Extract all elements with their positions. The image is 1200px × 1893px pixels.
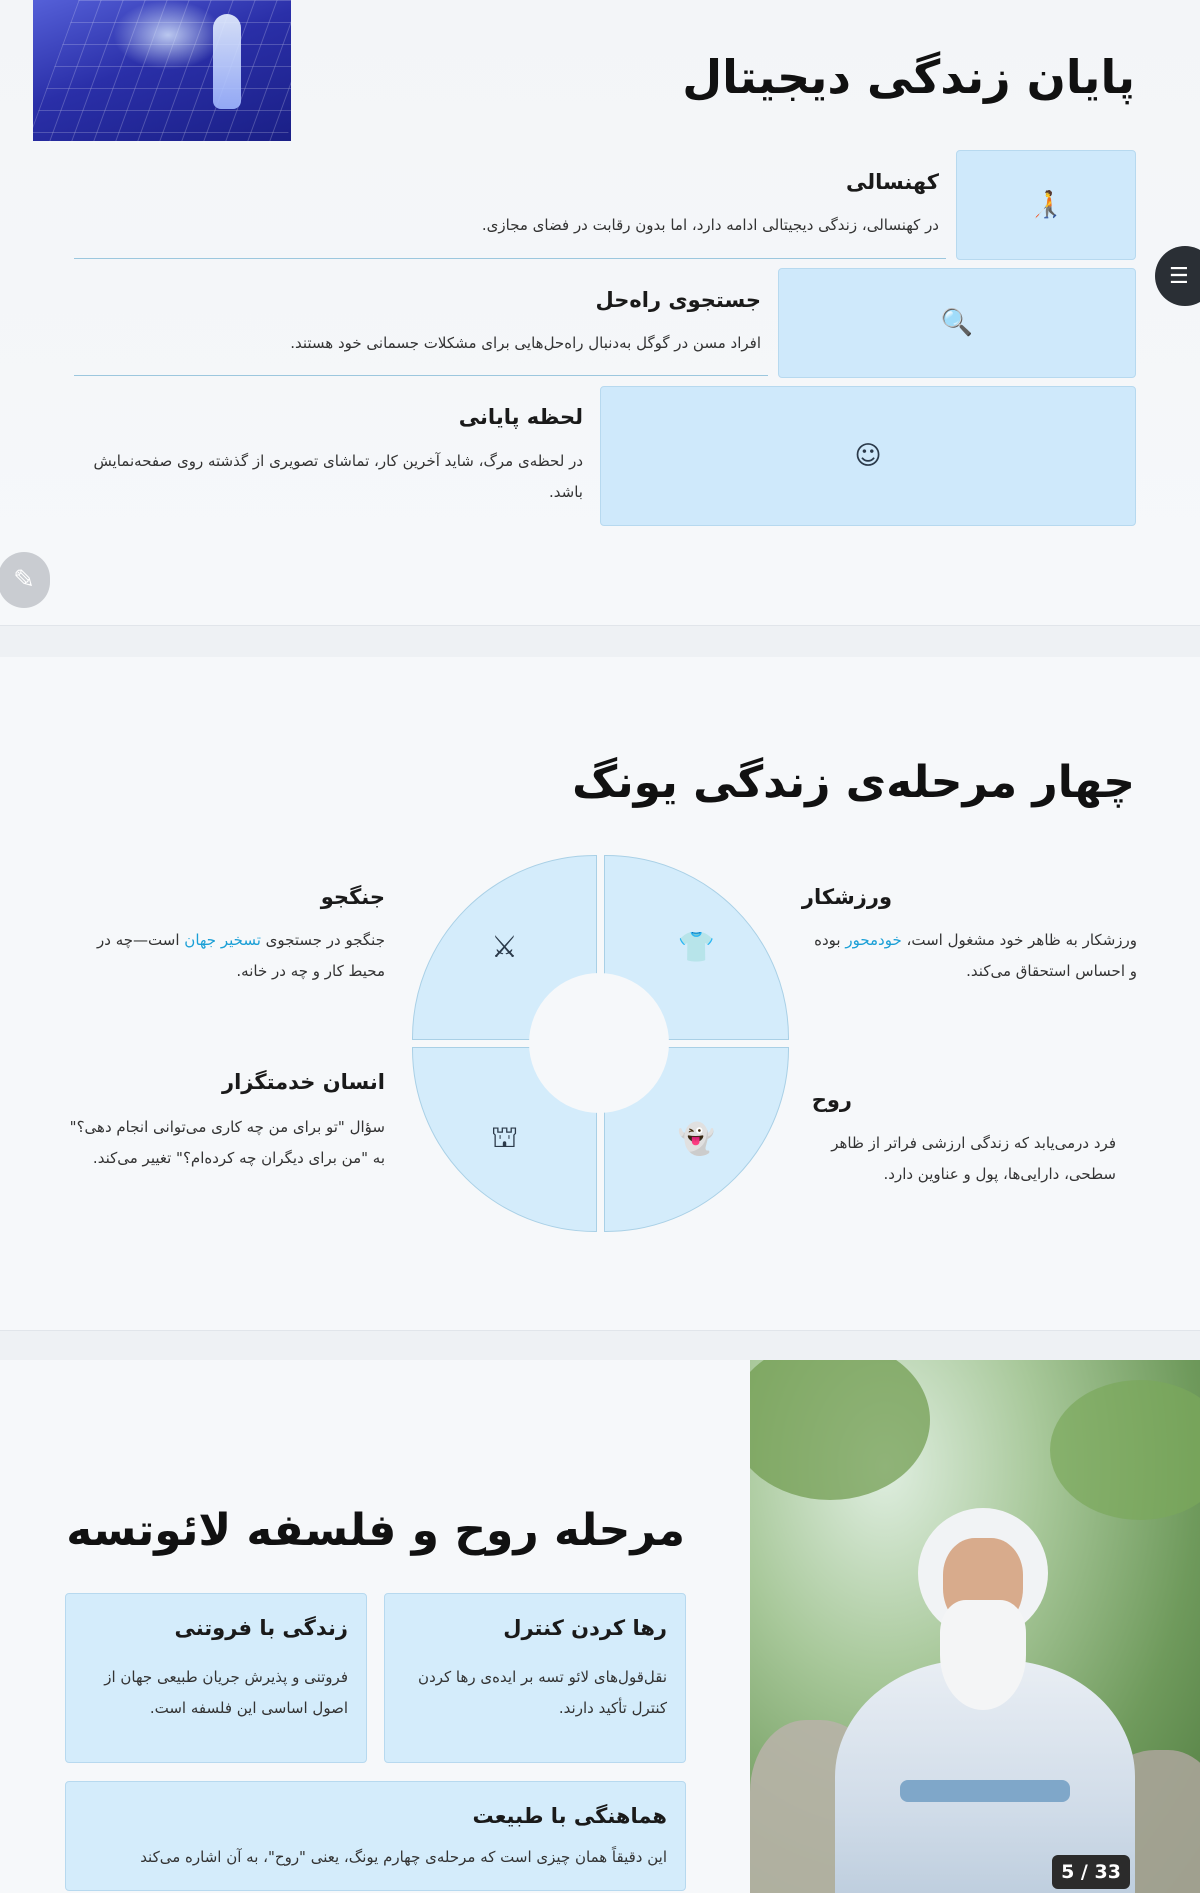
meditating-sage-photo <box>750 1360 1200 1893</box>
sash <box>900 1780 1070 1802</box>
slide-digital-life-end <box>0 0 1200 625</box>
figure-silhouette <box>213 14 241 109</box>
digital-figure-image <box>33 0 291 141</box>
phase-text-spirit: فرد درمی‌یابد که زندگی ارزشی فراتر از ظاهر سطحی، دارایی‌ها، پول و عناوین دارد. <box>831 1134 1116 1183</box>
foliage <box>750 1360 930 1500</box>
slide-divider <box>0 625 1200 659</box>
slide-title: چهار مرحله‌ی زندگی یونگ <box>572 757 1135 808</box>
card-text: فروتنی و پذیرش جریان طبیعی جهان از اصول اساسی این فلسفه است. <box>104 1668 348 1717</box>
card-title: رها کردن کنترل <box>503 1616 667 1640</box>
foliage <box>1050 1380 1200 1520</box>
card-humility <box>65 1593 367 1763</box>
item-title: کهنسالی <box>845 170 939 194</box>
beard <box>940 1600 1026 1710</box>
row-divider <box>74 375 768 376</box>
item-title: لحظه پایانی <box>458 405 583 429</box>
slide-title: پایان زندگی دیجیتال <box>682 50 1135 104</box>
swords-icon: ⚔ <box>491 930 518 965</box>
menu-button[interactable]: ☰ <box>1155 246 1200 306</box>
card-text: این دقیقاً همان چیزی است که مرحله‌ی چهارم یونگ، یعنی "روح"، به آن اشاره می‌کند <box>140 1848 667 1866</box>
diagram-center <box>529 973 669 1113</box>
highlight-self-centered: خودمحور <box>845 931 902 949</box>
item-text: در لحظه‌ی مرگ، شاید آخرین کار، تماشای تصویری از گذشته روی صفحه‌نمایش باشد. <box>93 452 583 501</box>
slide-title: مرحله روح و فلسفه لائوتسه <box>66 1505 685 1556</box>
card-harmony-nature <box>65 1781 686 1891</box>
spiral-icon: ☺ <box>600 386 1136 526</box>
phase-title-athlete: ورزشکار <box>801 885 892 909</box>
tank-top-icon: 👕 <box>677 930 716 965</box>
slide-divider <box>0 1330 1200 1364</box>
card-title: زندگی با فروتنی <box>174 1616 348 1640</box>
magnifier-icon: 🔍 <box>778 268 1136 378</box>
phase-text-servant: سؤال "تو برای من چه کاری می‌توانی انجام دهی؟" به "من برای دیگران چه کرده‌ام؟" تغییر می‌کند. <box>69 1118 385 1167</box>
item-text: در کهنسالی، زندگی دیجیتالی ادامه دارد، اما بدون رقابت در فضای مجازی. <box>481 216 939 234</box>
phase-title-spirit: روح <box>811 1088 852 1112</box>
ghost-icon: 👻 <box>677 1122 716 1157</box>
person-with-cane-icon: 🧑‍🦯 <box>956 150 1136 260</box>
card-text: نقل‌قول‌های لائو تسه بر ایده‌ی رها کردن کنترل تأکید دارند. <box>418 1668 667 1717</box>
page-indicator: 5 / 33 <box>1052 1855 1130 1889</box>
phase-title-warrior: جنگجو <box>320 885 385 909</box>
item-text: افراد مسن در گوگل به‌دنبال راه‌حل‌هایی برای مشکلات جسمانی خود هستند. <box>290 334 761 352</box>
item-title: جستجوی راه‌حل <box>595 288 761 312</box>
tower-icon: ⛫ <box>490 1120 519 1155</box>
phase-text-warrior: جنگجو در جستجوی تسخیر جهان است—چه در محیط کار و چه در خانه. <box>97 931 385 980</box>
card-letting-go <box>384 1593 686 1763</box>
phase-text-athlete: ورزشکار به ظاهر خود مشغول است، خودمحور بوده و احساس استحقاق می‌کند. <box>814 931 1137 980</box>
glow <box>113 0 223 70</box>
phase-title-servant: انسان خدمتگزار <box>222 1070 385 1094</box>
highlight-conquer-world: تسخیر جهان <box>184 931 261 949</box>
row-divider <box>74 258 946 259</box>
card-title: هماهنگی با طبیعت <box>472 1804 667 1828</box>
edit-pencil-button[interactable]: ✎ <box>0 552 50 608</box>
